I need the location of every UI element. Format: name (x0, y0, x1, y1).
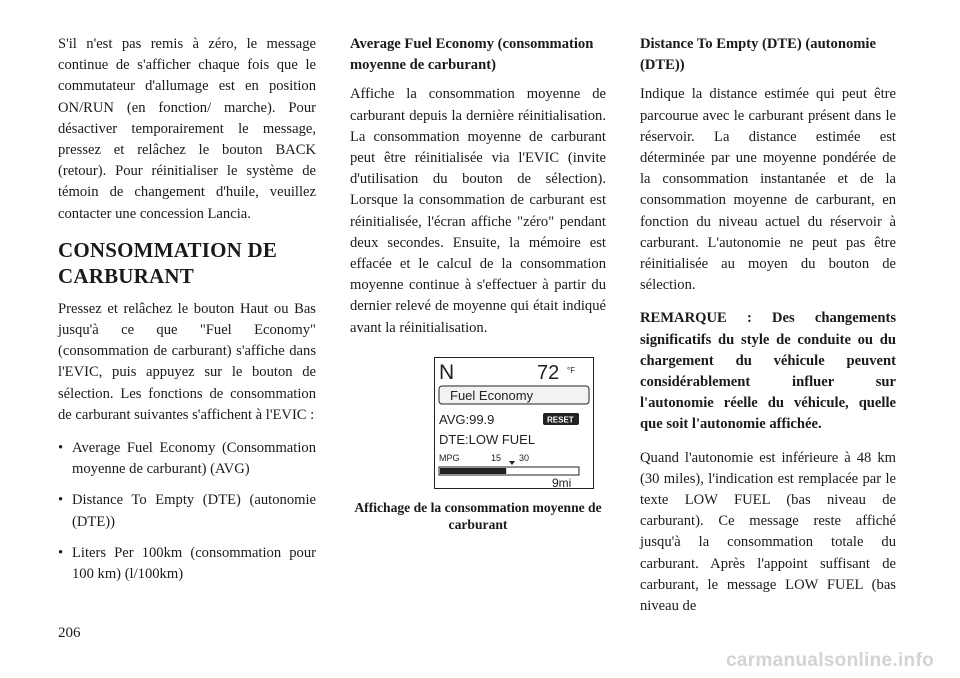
avg-line: AVG:99.9 (439, 411, 495, 427)
fuel-gauge-fill (440, 468, 506, 474)
page-number: 206 (58, 625, 81, 641)
distance-value: 9mi (552, 475, 572, 489)
evic-display-figure (434, 357, 594, 489)
scale-tick-label: 30 (519, 452, 530, 463)
column-middle (350, 34, 606, 533)
temperature-unit: °F (567, 365, 576, 375)
low-fuel-paragraph: Quand l'autonomie est inférieure à 48 km (30 miles), l'indication est remplacée par le texte LOW FUEL (bas niveau de carburant). Ce message reste affiché jusqu'à la consommation totale du carburant. Après l'appoint suffisant de carburant, le message LOW FUEL (bas niveau de (640, 449, 896, 615)
evic-display (434, 357, 594, 489)
scale-label: MPG (439, 452, 460, 463)
note-paragraph: REMARQUE : Des changements significatifs du style de conduite ou du chargement du véhicule peuvent considérablement influer sur l'autonomie réelle du véhicule, quelle que soit l'autonomie affichée. (640, 310, 896, 433)
average-paragraph: Affiche la consommation moyenne de carburant depuis la dernière réinitialisation. La consommation moyenne de carburant peut être réinitialisée via l'EVIC (invite d'utilisation du bouton de sélection). Lorsque la consommation de carburant est réinitialisée, l'écran affiche "zéro" pendant deux secondes. Ensuite, la mémoire est effacée et le calcul de la consommation moyenne continue à s'effectuer à partir du dernier relevé de moyenne qui était indiqué avant la réinitialisation. (350, 86, 606, 336)
watermark: carmanualsonline.info (726, 650, 934, 671)
intro-paragraph: S'il n'est pas remis à zéro, le message continue de s'afficher chaque fois que le commutateur d'allumage est en position ON/RUN (en fonction/ marche). Pour désactiver temporairement le message, pressez et relâchez le bouton BACK (retour). Pour réinitialiser le système de témoin de changement d'huile, veuillez contacter une concession Lancia. (58, 36, 316, 222)
bullet-item: • Liters Per 100km (consommation pour 100 km) (l/100km) (58, 543, 316, 585)
temperature-value: 72 (537, 361, 560, 384)
reset-label: RESET (547, 415, 574, 425)
column-left (58, 34, 316, 595)
bullet-item: • Average Fuel Economy (Consommation moyenne de carburant) (AVG) (58, 438, 316, 480)
sub-heading-dte: Distance To Empty (DTE) (autonomie (DTE)) (640, 36, 876, 74)
figure-caption: Affichage de la consommation moyenne de carburant (354, 499, 602, 532)
dte-line: DTE:LOW FUEL (439, 431, 536, 447)
compass-heading: N (439, 360, 455, 384)
sub-heading-average: Average Fuel Economy (consommation moyenne de carburant) (350, 36, 594, 74)
dte-paragraph: Indique la distance estimée qui peut être parcourue avec le carburant présent dans le réservoir. La distance estimée est déterminée par une moyenne pondérée de la consommation instantanée et de la consommation moyenne de carburant, en fonction du niveau actuel du réservoir à carburant. L'autonomie ne peut pas être réinitialisée au moyen du bouton de sélection. (640, 86, 896, 294)
column-right (640, 34, 896, 629)
body-paragraph: Pressez et relâchez le bouton Haut ou Bas jusqu'à ce que "Fuel Economy" (consommation de carburant) s'affiche dans l'EVIC, puis appuyez sur le bouton de sélection. Les fonctions de consommation de carburant suivantes s'affichent à l'EVIC : (58, 300, 316, 423)
bullet-item: • Distance To Empty (DTE) (autonomie (DTE)) (58, 490, 316, 532)
bullet-list (58, 438, 316, 585)
section-heading: CONSOMMATION DE CARBURANT (58, 237, 278, 288)
scale-tick-label: 15 (491, 452, 502, 463)
display-title: Fuel Economy (450, 387, 534, 403)
